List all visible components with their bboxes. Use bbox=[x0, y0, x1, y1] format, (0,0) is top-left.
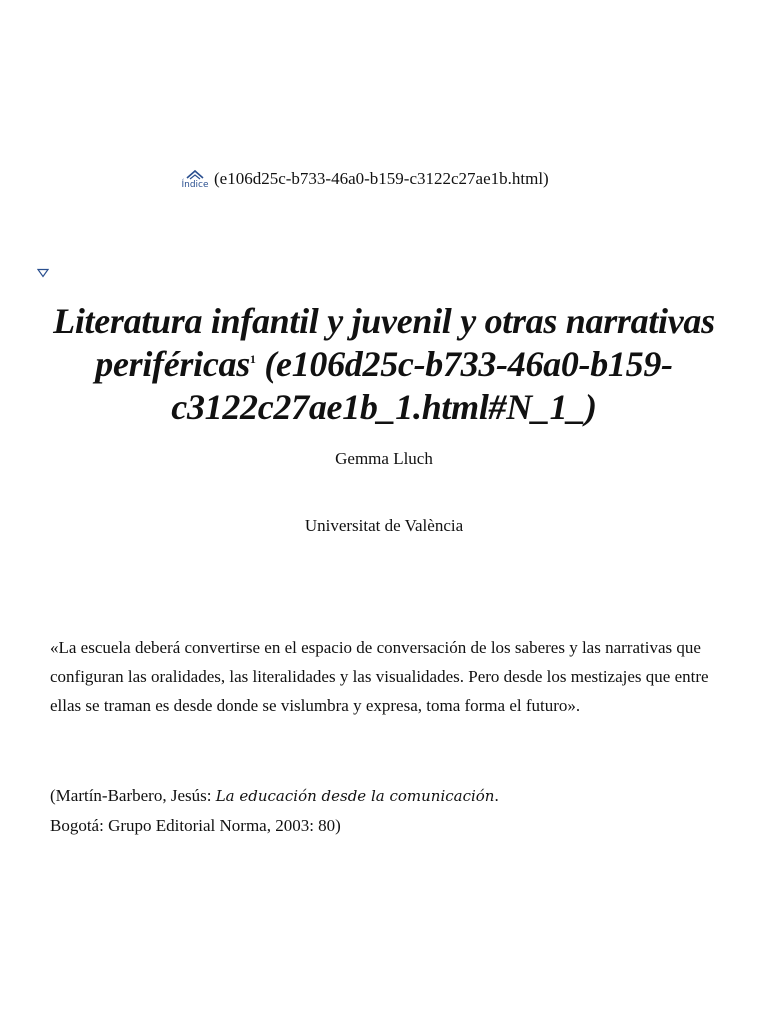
epigraph-quote: «La escuela deberá convertirse en el espacio de conversación de los saberes y las narrativas que configuran las oralidades, las literalidades y las visualidades. Pero desde los mestizajes que entre ellas se traman es desde donde se vislumbra y expresa, toma forma el futuro». bbox=[50, 638, 709, 715]
footnote-ref[interactable]: 1 bbox=[249, 352, 256, 366]
citation-publisher: Bogotá: Grupo Editorial Norma, 2003: 80) bbox=[50, 816, 341, 835]
triangle-down-icon[interactable] bbox=[37, 265, 49, 275]
index-icon-label: Índice bbox=[181, 180, 209, 190]
index-href-text[interactable]: (e106d25c-b733-46a0-b159-c3122c27ae1b.html) bbox=[214, 169, 549, 188]
index-icon[interactable] bbox=[178, 168, 212, 194]
citation-suffix: . bbox=[494, 786, 499, 805]
author-affiliation: Universitat de València bbox=[304, 516, 464, 535]
page-title bbox=[40, 300, 728, 429]
index-link[interactable] bbox=[178, 168, 549, 194]
author-name: Gemma Lluch bbox=[335, 449, 433, 468]
epigraph-citation bbox=[50, 781, 722, 840]
up-chevron-icon bbox=[185, 168, 205, 180]
title-link-text[interactable]: (e106d25c-b733-46a0-b159-c3122c27ae1b_1.html#N_1_) bbox=[171, 344, 673, 427]
title-main: Literatura infantil y juvenil y otras narrativas periféricas bbox=[53, 301, 715, 384]
citation-prefix: (Martín-Barbero, Jesús: bbox=[50, 786, 216, 805]
citation-book-title: La educación desde la comunicación bbox=[215, 787, 495, 805]
